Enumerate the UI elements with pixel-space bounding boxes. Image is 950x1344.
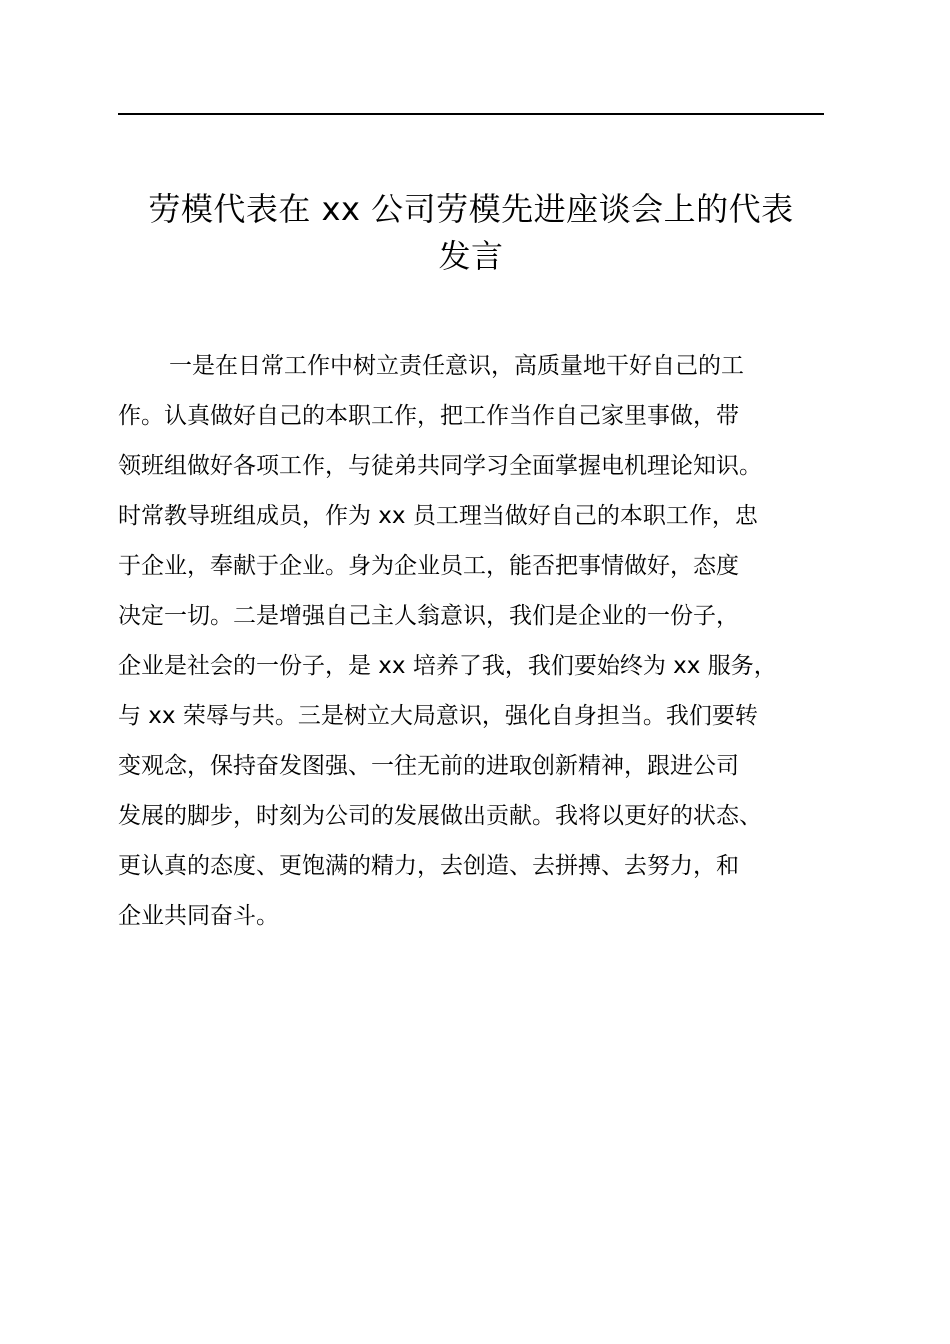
paragraph-line: 企业共同奋斗。	[118, 903, 279, 929]
body-paragraph	[118, 341, 858, 941]
paragraph-line: 变观念，保持奋发图强、一往无前的进取创新精神，跟进公司	[118, 753, 739, 779]
paragraph-line: 发展的脚步，时刻为公司的发展做出贡献。我将以更好的状态、	[118, 803, 762, 829]
paragraph-line: 企业是社会的一份子，是 xx 培养了我，我们要始终为 xx 服务，	[118, 653, 777, 679]
paragraph-line: 更认真的态度、更饱满的精力，去创造、去拼搏、去努力，和	[118, 853, 739, 879]
paragraph-line: 领班组做好各项工作，与徒弟共同学习全面掌握电机理论知识。	[118, 453, 762, 479]
header-rule	[118, 113, 824, 115]
title-line: 发言	[438, 237, 504, 275]
paragraph-line: 一是在日常工作中树立责任意识，高质量地干好自己的工	[169, 353, 744, 379]
document-title	[118, 186, 824, 280]
paragraph-line: 于企业，奉献于企业。身为企业员工，能否把事情做好，态度	[118, 553, 739, 579]
paragraph-line: 与 xx 荣辱与共。三是树立大局意识，强化自身担当。我们要转	[118, 703, 758, 729]
paragraph-line: 时常教导班组成员，作为 xx 员工理当做好自己的本职工作，忠	[118, 503, 758, 529]
paragraph-line: 决定一切。二是增强自己主人翁意识，我们是企业的一份子，	[118, 603, 739, 629]
title-line: 劳模代表在 xx 公司劳模先进座谈会上的代表	[148, 190, 794, 228]
paragraph-line: 作。认真做好自己的本职工作，把工作当作自己家里事做，带	[118, 403, 739, 429]
